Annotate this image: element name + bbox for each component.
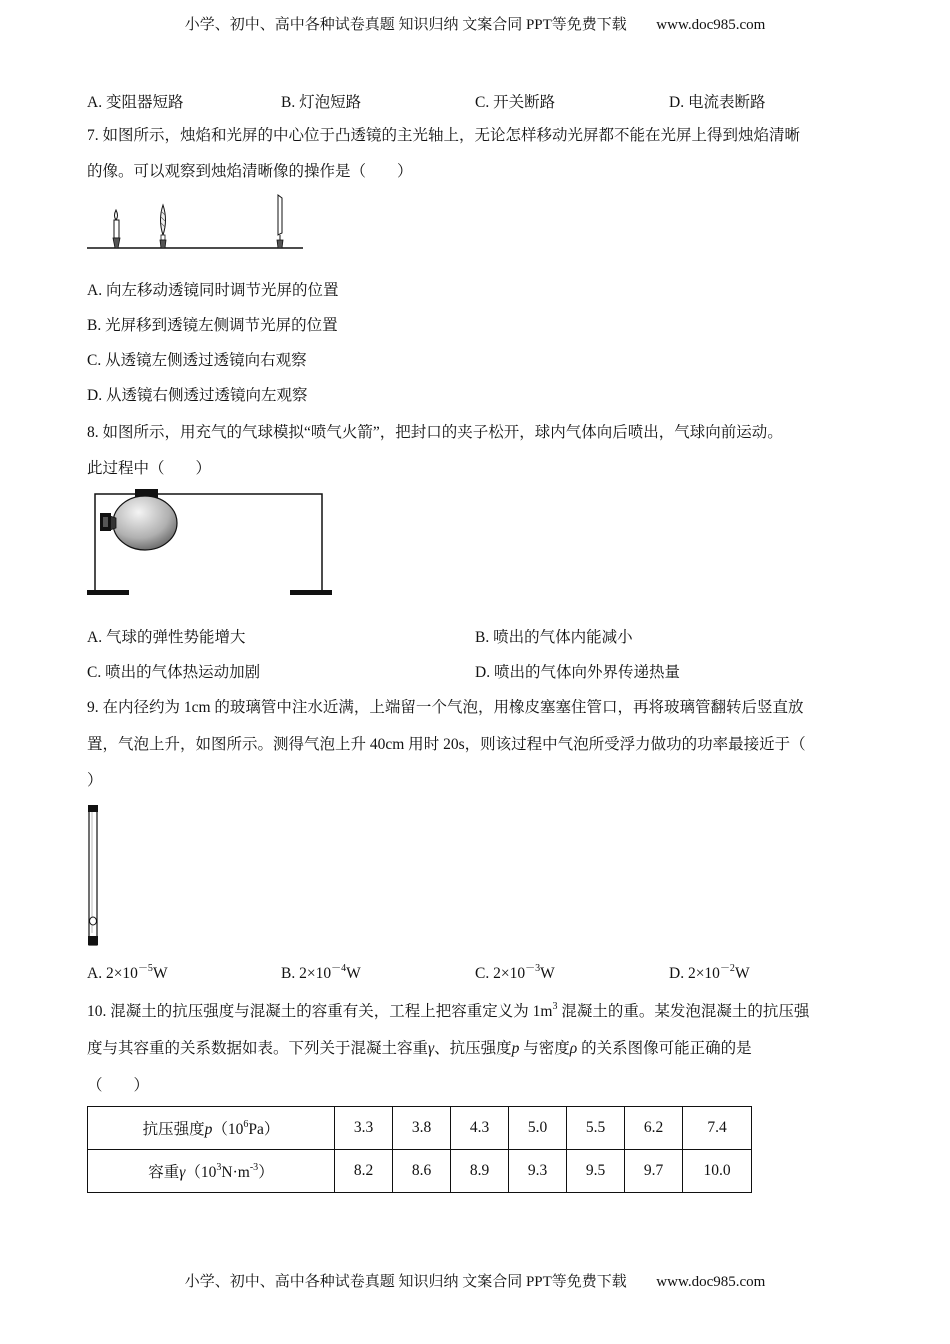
page-header bbox=[0, 13, 950, 34]
footer-site-link[interactable]: www.doc985.com bbox=[656, 1274, 766, 1290]
header-site-link[interactable]: www.doc985.com bbox=[656, 17, 766, 33]
page-footer bbox=[0, 1270, 950, 1291]
q9-glass-tube-figure bbox=[84, 803, 104, 949]
q10-stem-line2: 度与其容重的关系数据如表。下列关于混凝土容重γ、抗压强度p 与密度ρ 的关系图像可能正确的是 bbox=[87, 1040, 752, 1057]
table-cell: 8.6 bbox=[393, 1150, 451, 1193]
q7-option-b[interactable]: B. 光屏移到透镜左侧调节光屏的位置 bbox=[87, 317, 338, 334]
q10-stem-line1: 10. 混凝土的抗压强度与混凝土的容重有关，工程上把容重定义为 $1m^3$ 混凝土的重。某发泡混凝土的抗压强 bbox=[87, 1001, 810, 1020]
table-row-strength bbox=[88, 1107, 752, 1150]
header-text: 小学、初中、高中各种试卷真题 知识归纳 文案合同 PPT等免费下载 bbox=[184, 17, 627, 33]
q8-stem-line1: 8. 如图所示，用充气的气球模拟“喷气火箭”，把封口的夹子松开，球内气体向后喷出，气球向前运动。 bbox=[87, 424, 783, 441]
table-cell: 6.2 bbox=[625, 1107, 683, 1150]
light-screen-icon bbox=[277, 195, 283, 248]
footer-text: 小学、初中、高中各种试卷真题 知识归纳 文案合同 PPT等免费下载 bbox=[184, 1274, 627, 1290]
table-row-label: 抗压强度$p(10^6Pa)$ bbox=[88, 1107, 335, 1150]
convex-lens-icon bbox=[160, 205, 166, 248]
q7-option-a[interactable]: A. 向左移动透镜同时调节光屏的位置 bbox=[87, 282, 339, 299]
table-row-unit-weight bbox=[88, 1150, 752, 1193]
table-cell: 9.3 bbox=[509, 1150, 567, 1193]
air-bubble bbox=[90, 917, 97, 925]
q8-stem-line2: 此过程中（ ） bbox=[87, 460, 212, 477]
q10-data-table bbox=[87, 1106, 752, 1193]
rubber-stopper bbox=[88, 936, 98, 945]
table-cell: 9.7 bbox=[625, 1150, 683, 1193]
q9-option-d[interactable]: D. $2\times 10^{-2}W$ bbox=[669, 963, 750, 982]
q8-option-b[interactable]: B. 喷出的气体内能减小 bbox=[475, 629, 633, 646]
q7-optical-bench-figure bbox=[85, 193, 307, 253]
table-cell: 8.2 bbox=[335, 1150, 393, 1193]
q9-option-a[interactable]: A. $2\times 10^{-5}W$ bbox=[87, 963, 168, 982]
q6-option-b[interactable]: B. 灯泡短路 bbox=[281, 94, 362, 111]
q7-option-c[interactable]: C. 从透镜左侧透过透镜向右观察 bbox=[87, 352, 307, 369]
q7-stem-line2: 的像。可以观察到烛焰清晰像的操作是（ ） bbox=[87, 163, 413, 180]
q8-balloon-rocket-figure bbox=[85, 486, 335, 598]
q9-option-b[interactable]: B. $2\times 10^{-4}W$ bbox=[281, 963, 361, 982]
q8-option-c[interactable]: C. 喷出的气体热运动加剧 bbox=[87, 664, 261, 681]
tube-top-cap bbox=[88, 805, 98, 812]
q9-stem-line1: 9. 在内径约为 1cm 的玻璃管中注水近满，上端留一个气泡，用橡皮塞塞住管口，再将玻璃管翻转后竖直放 bbox=[87, 699, 804, 716]
q8-option-d[interactable]: D. 喷出的气体向外界传递热量 bbox=[475, 664, 680, 681]
q6-option-c[interactable]: C. 开关断路 bbox=[475, 94, 556, 111]
q7-option-d[interactable]: D. 从透镜右侧透过透镜向左观察 bbox=[87, 387, 308, 404]
q9-stem-line3: ） bbox=[87, 772, 103, 789]
table-cell: 7.4 bbox=[683, 1107, 752, 1150]
q7-stem-line1: 7. 如图所示，烛焰和光屏的中心位于凸透镜的主光轴上，无论怎样移动光屏都不能在光屏上得到烛焰清晰 bbox=[87, 127, 801, 144]
table-cell: 5.0 bbox=[509, 1107, 567, 1150]
q10-stem-line3: （ ） bbox=[87, 1077, 150, 1094]
table-cell: 3.3 bbox=[335, 1107, 393, 1150]
table-cell: 5.5 bbox=[567, 1107, 625, 1150]
q9-option-c[interactable]: C. $2\times 10^{-3}W$ bbox=[475, 963, 555, 982]
q6-option-a[interactable]: A. 变阻器短路 bbox=[87, 94, 184, 111]
left-base bbox=[87, 590, 129, 595]
table-cell: 8.9 bbox=[451, 1150, 509, 1193]
q9-stem-line2: 置，气泡上升，如图所示。测得气泡上升 40cm 用时 20s，则该过程中气泡所受浮力做功的功率最接近于（ bbox=[87, 736, 806, 753]
table-cell: 3.8 bbox=[393, 1107, 451, 1150]
right-base bbox=[290, 590, 332, 595]
q6-option-d[interactable]: D. 电流表断路 bbox=[669, 94, 766, 111]
table-cell: 9.5 bbox=[567, 1150, 625, 1193]
balloon-icon bbox=[100, 496, 177, 550]
q8-option-a[interactable]: A. 气球的弹性势能增大 bbox=[87, 629, 246, 646]
candle-icon bbox=[113, 210, 120, 248]
table-cell: 10.0 bbox=[683, 1150, 752, 1193]
table-cell: 4.3 bbox=[451, 1107, 509, 1150]
table-row-label: 容重$\gamma(10^3N\cdot m^{-3})$ bbox=[88, 1150, 335, 1193]
